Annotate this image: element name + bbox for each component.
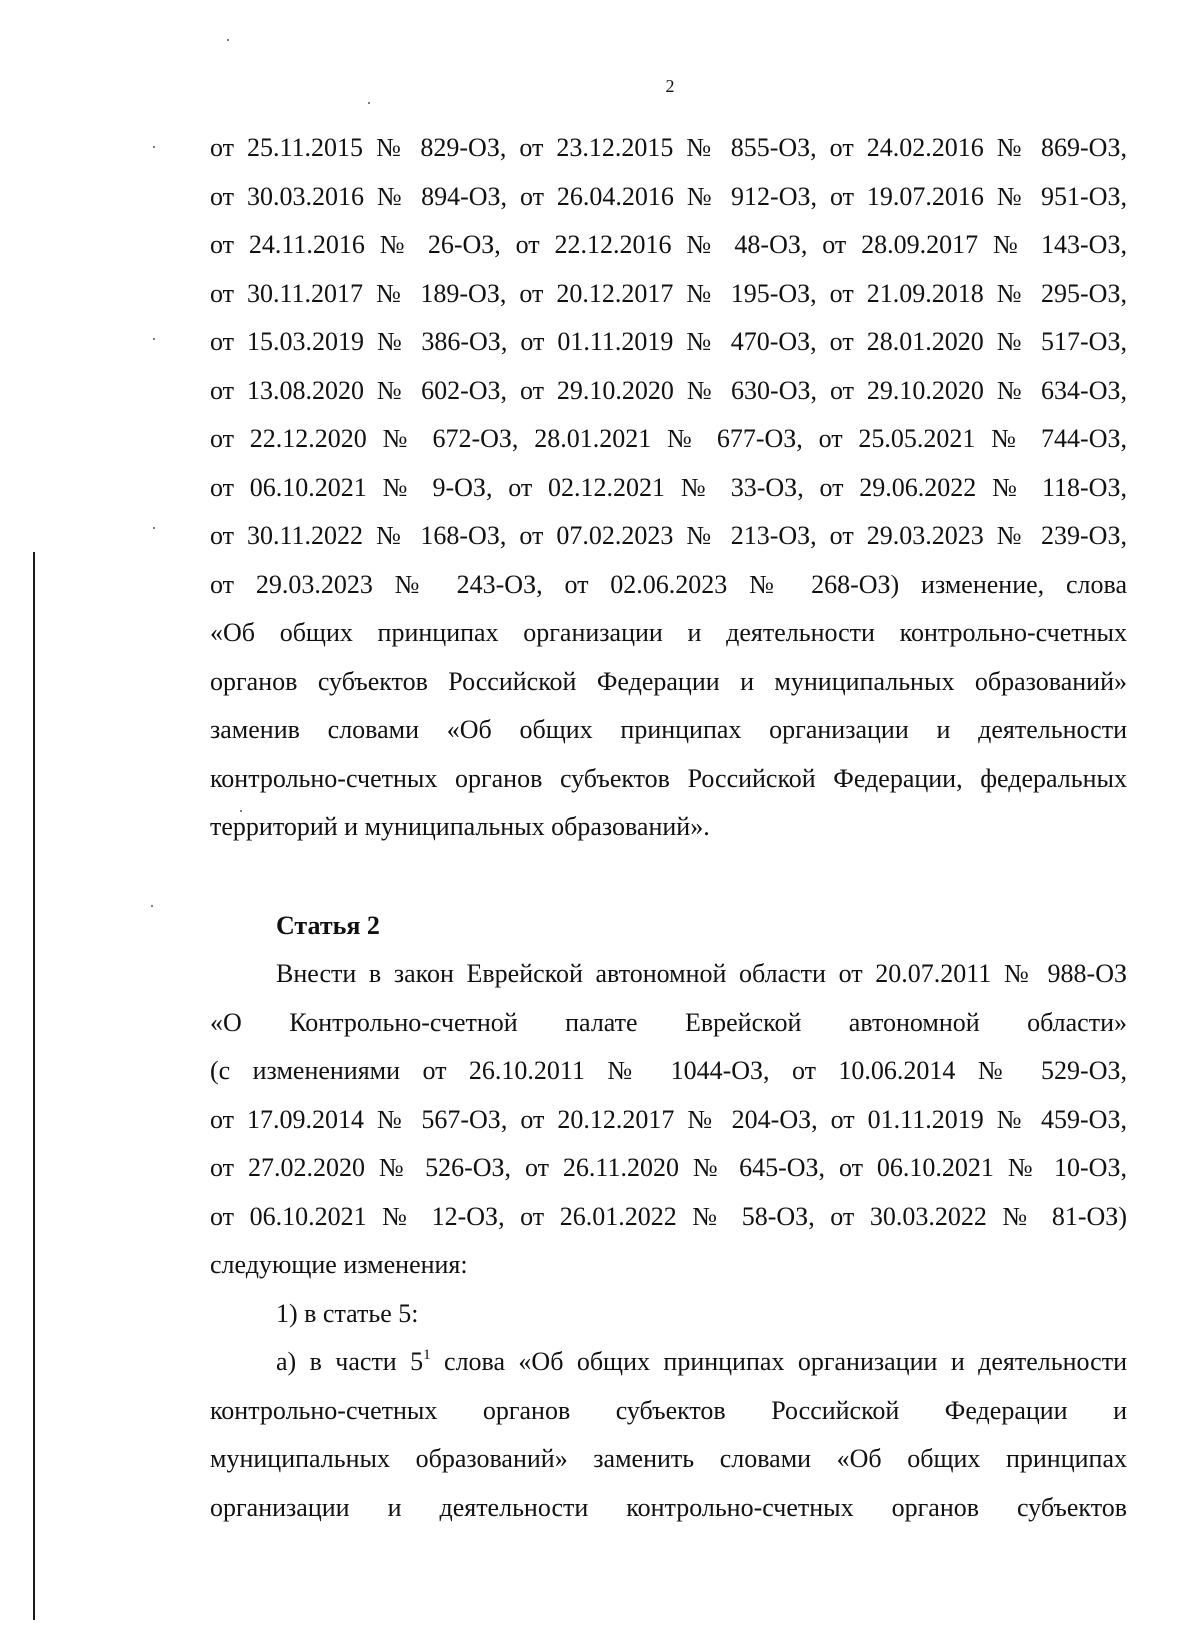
scan-speck: [227, 39, 229, 41]
text-line: от 30.11.2017 № 189-ОЗ, от 20.12.2017 № 195-ОЗ, от 21.09.2018 № 295-ОЗ,: [210, 278, 1127, 308]
text-line: от 24.11.2016 № 26-ОЗ, от 22.12.2016 № 48-ОЗ, от 28.09.2017 № 143-ОЗ,: [210, 230, 1127, 259]
text-line: «Об общих принципах организации и деятельности контрольно-счетных: [210, 618, 1127, 647]
scan-edge-line: [33, 552, 35, 1620]
document-body: [210, 124, 1127, 1532]
superscript: 1: [423, 1347, 431, 1363]
text-line: от 22.12.2020 № 672-ОЗ, 28.01.2021 № 677-ОЗ, от 25.05.2021 № 744-ОЗ,: [210, 424, 1127, 453]
scan-speck: [368, 102, 370, 104]
scan-speck: [153, 146, 155, 148]
text-line: муниципальных образований» заменить словами «Об общих принципах: [210, 1444, 1127, 1473]
text-line: контрольно-счетных органов субъектов Российской Федерации и: [210, 1395, 1127, 1425]
text-line: органов субъектов Российской Федерации и муниципальных образований»: [210, 666, 1127, 696]
text-line: от 27.02.2020 № 526-ОЗ, от 26.11.2020 № 645-ОЗ, от 06.10.2021 № 10-ОЗ,: [210, 1153, 1127, 1182]
article-heading: Статья 2: [276, 910, 380, 940]
text-line: «О Контрольно-счетной палате Еврейской автономной области»: [210, 1007, 1127, 1037]
text-line: от 06.10.2021 № 9-ОЗ, от 02.12.2021 № 33-ОЗ, от 29.06.2022 № 118-ОЗ,: [210, 472, 1127, 502]
section-gap: [210, 852, 1127, 902]
text-line: от 06.10.2021 № 12-ОЗ, от 26.01.2022 № 58-ОЗ, от 30.03.2022 № 81-ОЗ): [210, 1201, 1127, 1231]
item-a-prefix: а) в части 5: [276, 1347, 424, 1376]
text-line: от 30.11.2022 № 168-ОЗ, от 07.02.2023 № 213-ОЗ, от 29.03.2023 № 239-ОЗ,: [210, 521, 1127, 550]
list-item: [210, 1338, 1127, 1387]
article1-continuation: [210, 124, 1127, 852]
page-number: 2: [665, 76, 675, 96]
text-line: организации и деятельности контрольно-счетных органов субъектов: [210, 1492, 1127, 1522]
article-2: [210, 902, 1127, 1533]
text-line: территорий и муниципальных образований».: [210, 812, 710, 841]
text-line: от 15.03.2019 № 386-ОЗ, от 01.11.2019 № 470-ОЗ, от 28.01.2020 № 517-ОЗ,: [210, 327, 1127, 356]
text-line: от 29.03.2023 № 243-ОЗ, от 02.06.2023 № 268-ОЗ) изменение, слова: [210, 569, 1127, 599]
text-line: (с изменениями от 26.10.2011 № 1044-ОЗ, от 10.06.2014 № 529-ОЗ,: [210, 1056, 1127, 1085]
text-line: от 30.03.2016 № 894-ОЗ, от 26.04.2016 № 912-ОЗ, от 19.07.2016 № 951-ОЗ,: [210, 181, 1127, 211]
scan-speck: [151, 905, 153, 907]
text-line: от 25.11.2015 № 829-ОЗ, от 23.12.2015 № 855-ОЗ, от 24.02.2016 № 869-ОЗ,: [210, 133, 1127, 162]
text-line: от 17.09.2014 № 567-ОЗ, от 20.12.2017 № 204-ОЗ, от 01.11.2019 № 459-ОЗ,: [210, 1104, 1127, 1134]
item-a-text: слова «Об общих принципах организации и деятельности: [430, 1347, 1127, 1376]
text-line: следующие изменения:: [210, 1250, 468, 1279]
scan-speck: [153, 338, 155, 340]
list-item: 1) в статье 5:: [276, 1298, 419, 1328]
text-line: заменив словами «Об общих принципах организации и деятельности: [210, 715, 1127, 744]
text-line: контрольно-счетных органов субъектов Российской Федерации, федеральных: [210, 763, 1127, 793]
text-line: Внести в закон Еврейской автономной области от 20.07.2011 № 988-ОЗ: [276, 959, 1127, 988]
scan-speck: [153, 527, 155, 529]
text-line: от 13.08.2020 № 602-ОЗ, от 29.10.2020 № 630-ОЗ, от 29.10.2020 № 634-ОЗ,: [210, 375, 1127, 405]
